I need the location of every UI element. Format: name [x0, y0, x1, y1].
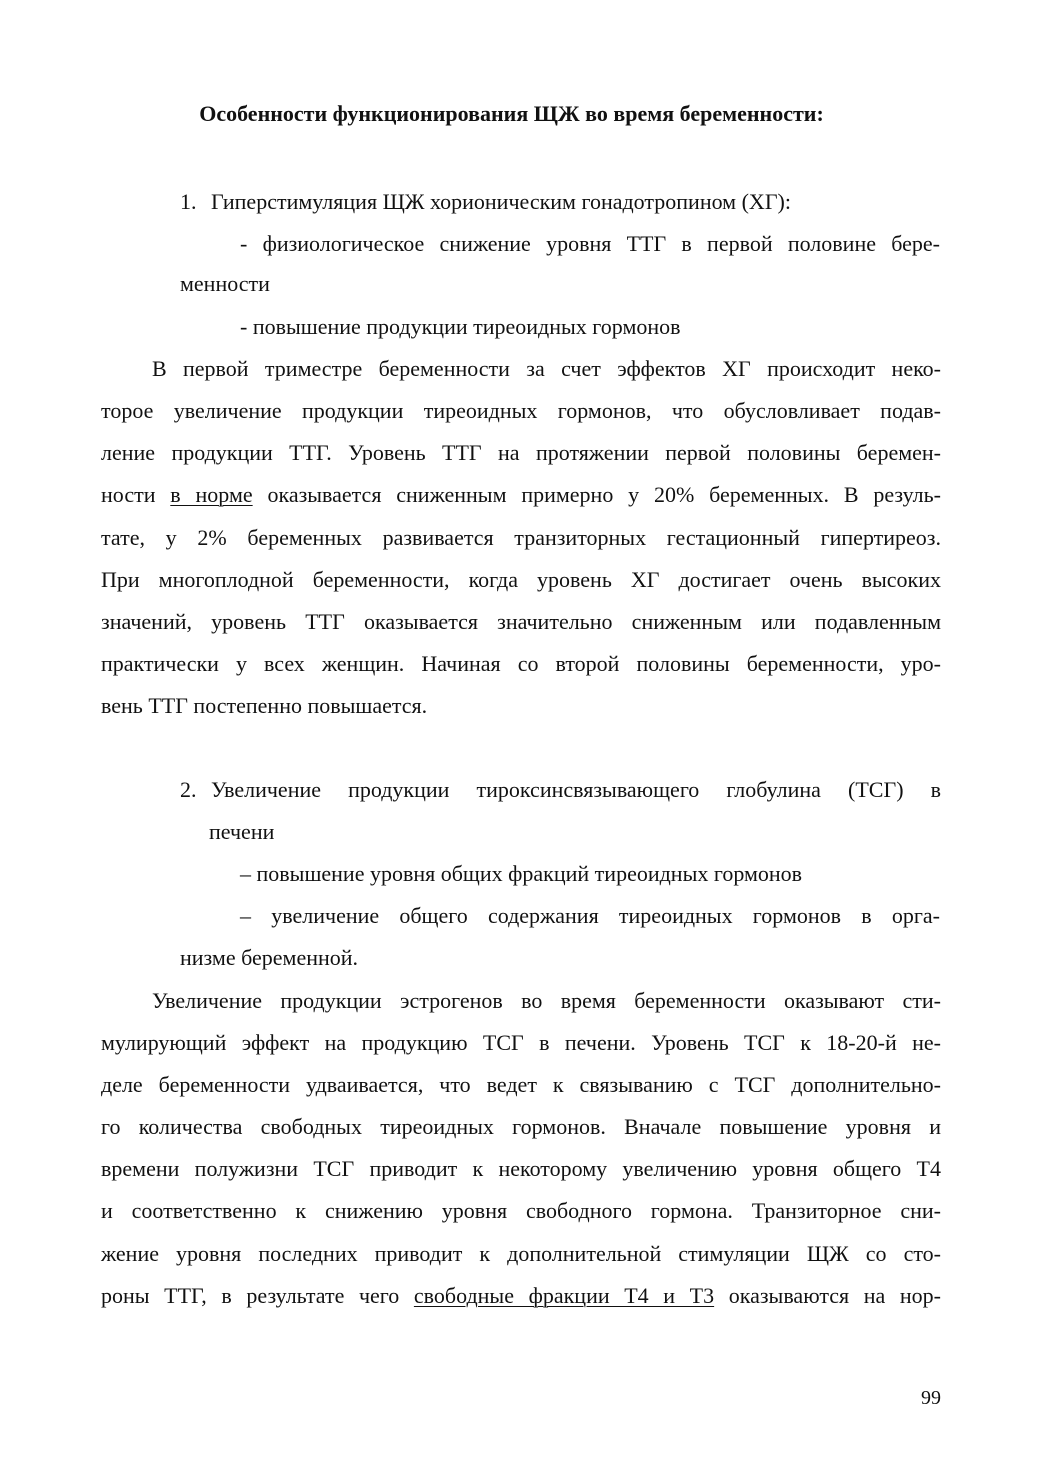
- section2-bullet2-line2: низме беременной.: [180, 945, 359, 970]
- list-number-1: 1.: [180, 189, 197, 214]
- para2-line3: деле беременности удваивается, что ведет к связыванию с ТСГ дополнительно-: [101, 1072, 941, 1097]
- page-number: 99: [921, 1387, 941, 1409]
- para1-line4-post: оказывается сниженным примерно у 20% беременных. В резуль-: [252, 482, 941, 507]
- para1-line7: значений, уровень ТТГ оказывается значительно сниженным или подавленным: [101, 609, 941, 634]
- para1-line2: торое увеличение продукции тиреоидных гормонов, что обусловливает подав-: [101, 398, 941, 423]
- para1-line4: [101, 479, 941, 511]
- section1-bullet1-line2: менности: [180, 271, 270, 296]
- para2-line4: го количества свободных тиреоидных гормонов. Вначале повышение уровня и: [101, 1114, 941, 1139]
- para2-line8-pre: роны ТТГ, в результате чего: [101, 1283, 414, 1308]
- section1-heading: Гиперстимуляция ЩЖ хорионическим гонадотропином (ХГ):: [211, 189, 791, 214]
- underlined-term-norm: в норме: [170, 482, 253, 507]
- para1-line9: вень ТТГ постепенно повышается.: [101, 693, 428, 718]
- para2-line1: Увеличение продукции эстрогенов во время беременности оказывают сти-: [152, 988, 941, 1013]
- section2-bullet2-line1: – увеличение общего содержания тиреоидных гормонов в орга-: [240, 903, 940, 928]
- underlined-term-free-fractions: свободные фракции Т4 и Т3: [413, 1283, 715, 1308]
- para2-line6: и соответственно к снижению уровня свободного гормона. Транзиторное сни-: [101, 1198, 941, 1223]
- para1-line5: тате, у 2% беременных развивается транзиторных гестационный гипертиреоз.: [101, 525, 941, 550]
- section2-heading-line1: Увеличение продукции тироксинсвязывающего глобулина (ТСГ) в: [211, 777, 941, 802]
- section1-bullet2: - повышение продукции тиреоидных гормонов: [240, 314, 681, 339]
- section1-bullet1-line1: - физиологическое снижение уровня ТТГ в первой половине бере-: [240, 231, 940, 256]
- section2-bullet1: – повышение уровня общих фракций тиреоидных гормонов: [240, 861, 803, 886]
- para1-line8: практически у всех женщин. Начиная со второй половины беременности, уро-: [101, 651, 941, 676]
- para2-line8: [101, 1280, 941, 1312]
- para2-line7: жение уровня последних приводит к дополнительной стимуляции ЩЖ со сто-: [101, 1241, 941, 1266]
- para1-line6: При многоплодной беременности, когда уровень ХГ достигает очень высоких: [101, 567, 941, 592]
- para1-line4-pre: ности: [101, 482, 171, 507]
- para2-line5: времени полужизни ТСГ приводит к некоторому увеличению уровня общего Т4: [101, 1156, 941, 1181]
- para2-line8-post: оказываются на нор-: [714, 1283, 941, 1308]
- para1-line3: ление продукции ТТГ. Уровень ТТГ на протяжении первой половины беремен-: [101, 440, 941, 465]
- list-number-2: 2.: [180, 777, 197, 802]
- para2-line2: мулирующий эффект на продукцию ТСГ в печени. Уровень ТСГ к 18-20-й не-: [101, 1030, 941, 1055]
- page-title: Особенности функционирования ЩЖ во время беременности:: [199, 101, 824, 126]
- section2-heading-line2: печени: [209, 819, 275, 844]
- para1-line1: В первой триместре беременности за счет эффектов ХГ происходит неко-: [152, 356, 941, 381]
